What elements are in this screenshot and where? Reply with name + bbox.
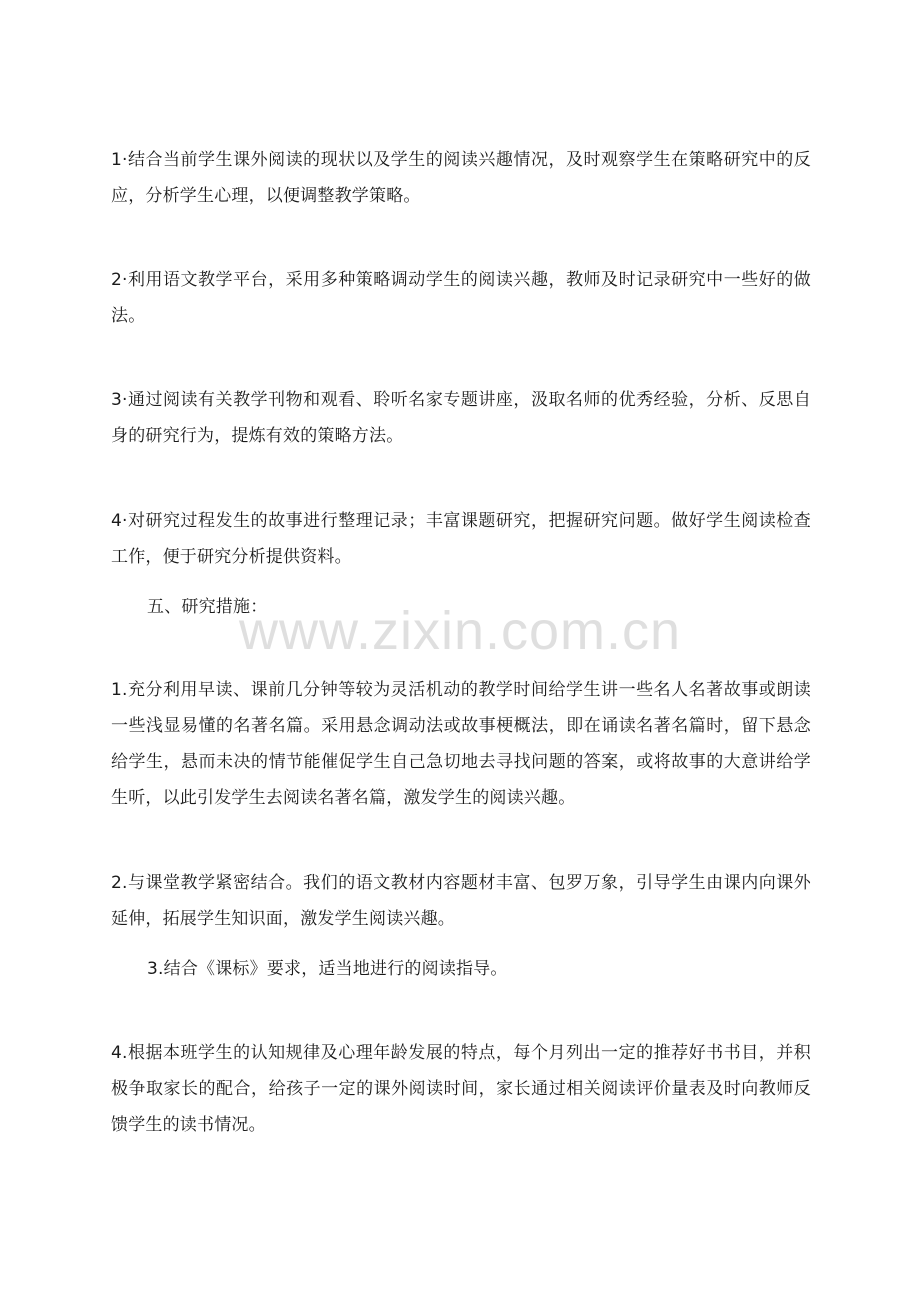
watermark: www.zixin.com.cn <box>238 601 682 661</box>
paragraph-1: 1·结合当前学生课外阅读的现状以及学生的阅读兴趣情况，及时观察学生在策略研究中的反应，分析学生心理，以便调整教学策略。 <box>111 150 811 206</box>
paragraph-4: 4·对研究过程发生的故事进行整理记录；丰富课题研究，把握研究问题。做好学生阅读检查工作，便于研究分析提供资料。 <box>111 511 811 567</box>
measure-2: 2.与课堂教学紧密结合。我们的语文教材内容题材丰富、包罗万象，引导学生由课内向课外延伸，拓展学生知识面，激发学生阅读兴趣。 <box>111 873 811 929</box>
section-heading: 五、研究措施： <box>147 597 268 617</box>
paragraph-3: 3·通过阅读有关教学刊物和观看、聆听名家专题讲座，汲取名师的优秀经验，分析、反思自身的研究行为，提炼有效的策略方法。 <box>111 390 811 446</box>
measure-3: 3.结合《课标》要求，适当地进行的阅读指导。 <box>147 959 508 979</box>
measure-4: 4.根据本班学生的认知规律及心理年龄发展的特点，每个月列出一定的推荐好书书目，并积极争取家长的配合，给孩子一定的课外阅读时间，家长通过相关阅读评价量表及时向教师反馈学生的读书情况。 <box>111 1043 811 1135</box>
paragraph-2: 2·利用语文教学平台，采用多种策略调动学生的阅读兴趣，教师及时记录研究中一些好的做法。 <box>111 270 811 326</box>
measure-1: 1.充分利用早读、课前几分钟等较为灵活机动的教学时间给学生讲一些名人名著故事或朗读一些浅显易懂的名著名篇。采用悬念调动法或故事梗概法，即在诵读名著名篇时，留下悬念给学生，悬而未决的情节能催促学生自己急切地去寻找问题的答案，或将故事的大意讲给学生听，以此引发学生去阅读名著名篇，激发学生的阅读兴趣。 <box>111 680 811 808</box>
